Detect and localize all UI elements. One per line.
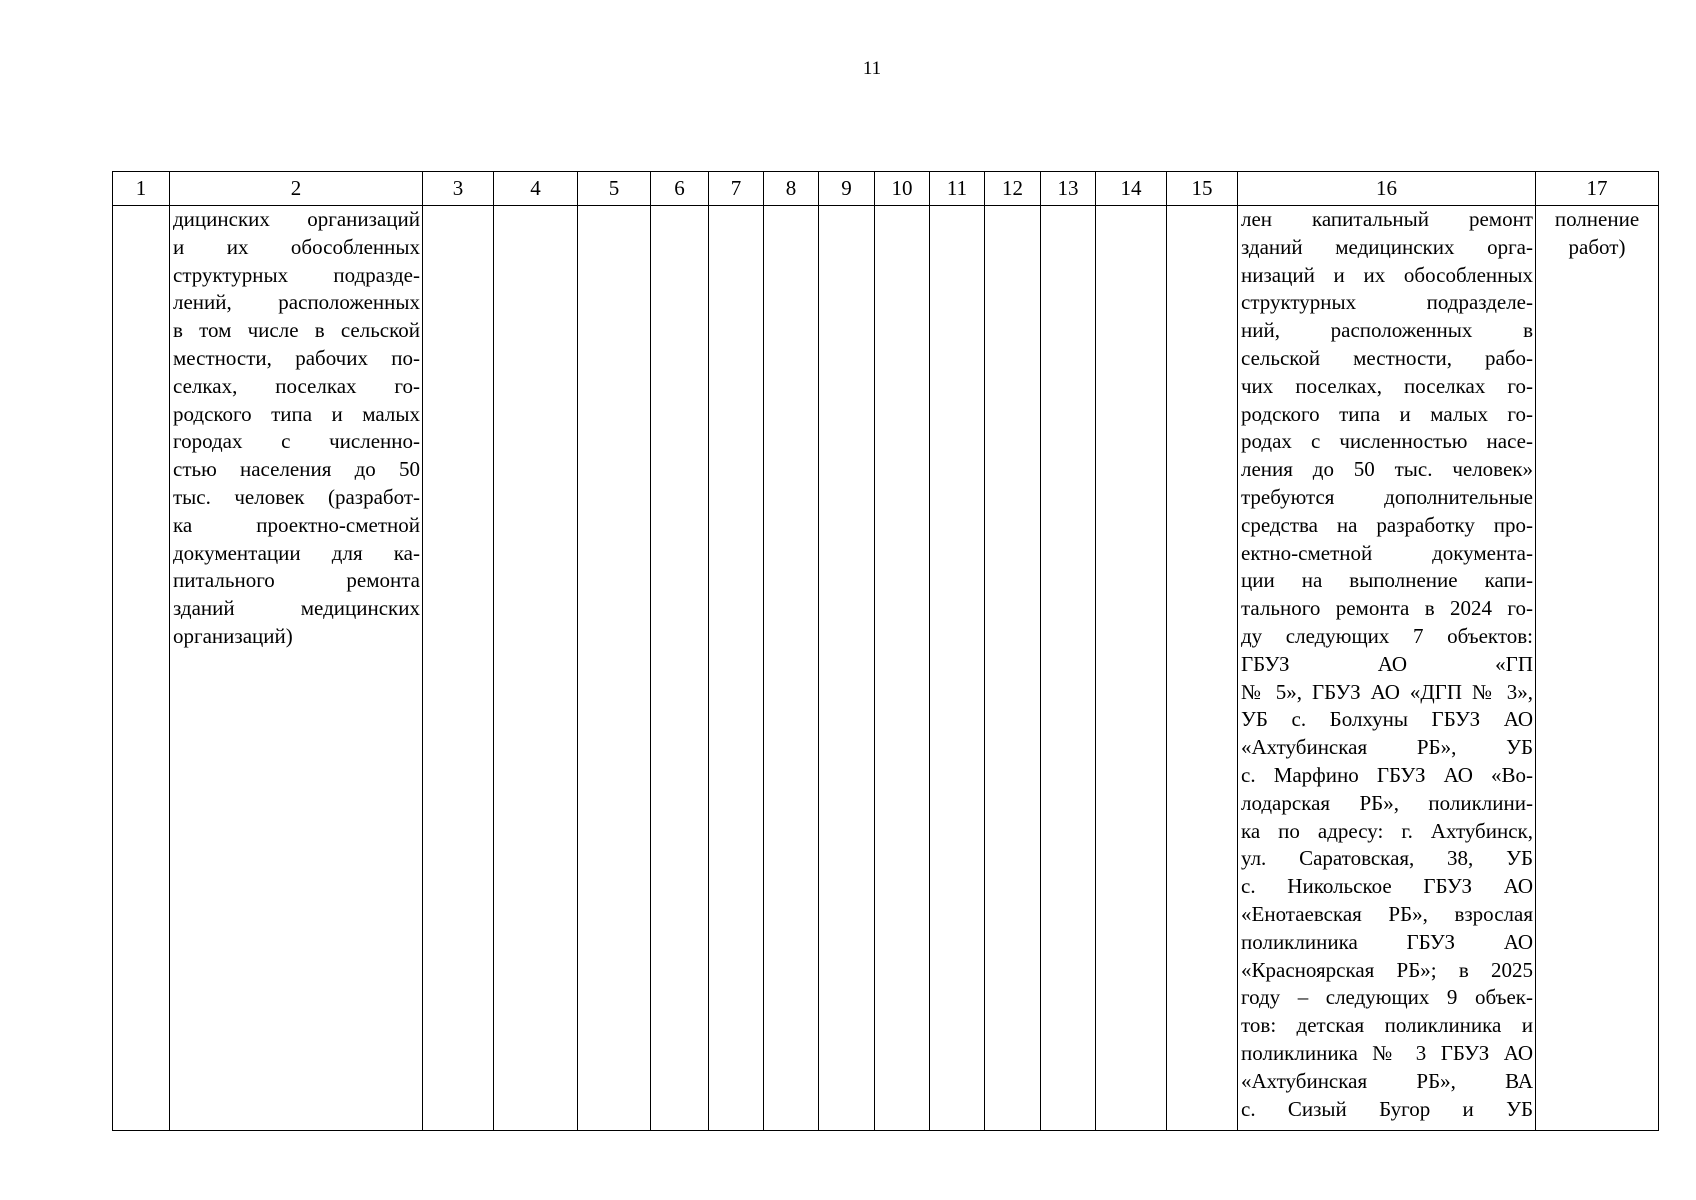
table-cell-col16 (1238, 206, 1536, 1131)
cell-text-line: ления до 50 тыс. человек» (1241, 457, 1533, 482)
cell-text-line: ул. Саратовская, 38, УБ (1241, 846, 1533, 871)
data-table (112, 171, 1659, 1131)
cell-text-line: лен капитальный ремонт (1241, 207, 1533, 231)
table-cell-col7 (709, 206, 764, 1131)
header-cell: 8 (764, 172, 819, 206)
cell-text-line: дицинских организаций (173, 207, 420, 231)
cell-text-line: «Ахтубинская РБ», УБ (1241, 735, 1533, 760)
cell-text-line: ка проектно-сметной (173, 512, 420, 537)
cell-text-line: ции на выполнение капи- (1241, 568, 1533, 593)
cell-text-line: ГБУЗ АО «ГП (1241, 651, 1533, 676)
cell-text-line: местности, рабочих по- (173, 345, 420, 370)
cell-text-line: питального ремонта (173, 568, 420, 593)
cell-text-line: с. Марфино ГБУЗ АО «Во- (1241, 762, 1533, 787)
table-cell-col11 (930, 206, 985, 1131)
cell-text-line: «Ахтубинская РБ», ВА (1241, 1068, 1533, 1093)
cell-text-line: структурных подразделе- (1241, 290, 1533, 315)
header-cell: 11 (930, 172, 985, 206)
cell-text-line: структурных подразде- (173, 262, 420, 287)
cell-text-line: зданий медицинских орга- (1241, 234, 1533, 259)
table-cell-col17 (1536, 206, 1659, 1131)
cell-text-line: селках, поселках го- (173, 373, 420, 398)
header-cell: 2 (170, 172, 423, 206)
cell-text-line: ний, расположенных в (1241, 318, 1533, 343)
cell-text-line: работ) (1568, 234, 1626, 259)
table-cell-col14 (1096, 206, 1167, 1131)
table-cell-col3 (423, 206, 494, 1131)
cell-text-line: полнение (1554, 207, 1640, 231)
page-number: 11 (862, 58, 882, 79)
cell-text-line: стью населения до 50 (173, 457, 420, 482)
cell-text-line: родах с численностью насе- (1241, 429, 1533, 454)
header-cell: 9 (819, 172, 875, 206)
table-cell-col12 (985, 206, 1041, 1131)
table-cell-col13 (1041, 206, 1096, 1131)
cell-text-line: УБ с. Болхуны ГБУЗ АО (1241, 707, 1533, 732)
table-cell-col15 (1167, 206, 1238, 1131)
cell-text-line: низаций и их обособленных (1241, 262, 1533, 287)
cell-text-line: требуются дополнительные (1241, 484, 1533, 509)
cell-text-line: городах с численно- (173, 429, 420, 454)
cell-text-line: в том числе в сельской (173, 318, 420, 343)
table-cell-col8 (764, 206, 819, 1131)
table-cell-col4 (494, 206, 578, 1131)
header-cell: 4 (494, 172, 578, 206)
cell-text-line: поликлиника № 3 ГБУЗ АО (1241, 1040, 1533, 1065)
table-cell-col1 (113, 206, 170, 1131)
table-cell-col6 (651, 206, 709, 1131)
header-cell: 13 (1041, 172, 1096, 206)
table-cell-col10 (875, 206, 930, 1131)
cell-text-line: зданий медицинских (173, 596, 420, 621)
cell-text-line: лений, расположенных (173, 290, 420, 315)
cell-text-line: «Красноярская РБ»; в 2025 (1241, 957, 1533, 982)
cell-text-line: лодарская РБ», поликлини- (1241, 790, 1533, 815)
cell-text-line: и их обособленных (173, 234, 420, 259)
header-cell: 1 (113, 172, 170, 206)
cell-text-line: ектно-сметной документа- (1241, 540, 1533, 565)
header-cell: 17 (1536, 172, 1659, 206)
cell-text-line: № 5», ГБУЗ АО «ДГП № 3», (1241, 679, 1533, 704)
table-cell-col2 (170, 206, 423, 1131)
cell-text-line: организаций) (173, 623, 293, 648)
cell-text-line: ка по адресу: г. Ахтубинск, (1241, 818, 1533, 843)
cell-text-line: сельской местности, рабо- (1241, 345, 1533, 370)
header-cell: 7 (709, 172, 764, 206)
cell-text-line: тыс. человек (разработ- (173, 484, 420, 509)
cell-text-line: чих поселках, поселках го- (1241, 373, 1533, 398)
cell-text-line: поликлиника ГБУЗ АО (1241, 929, 1533, 954)
cell-text-line: средства на разработку про- (1241, 512, 1533, 537)
header-cell: 3 (423, 172, 494, 206)
cell-text-line: году – следующих 9 объек- (1241, 985, 1533, 1010)
header-cell: 16 (1238, 172, 1536, 206)
cell-text-line: родского типа и малых го- (1241, 401, 1533, 426)
cell-text-line: с. Никольское ГБУЗ АО (1241, 874, 1533, 899)
header-cell: 10 (875, 172, 930, 206)
table-row (113, 206, 1659, 1131)
header-cell: 5 (578, 172, 651, 206)
cell-text-line: тов: детская поликлиника и (1241, 1013, 1533, 1038)
header-cell: 6 (651, 172, 709, 206)
cell-text-line: с. Сизый Бугор и УБ (1241, 1096, 1533, 1121)
cell-text-line: тального ремонта в 2024 го- (1241, 596, 1533, 621)
cell-text-line: «Енотаевская РБ», взрослая (1241, 901, 1533, 926)
header-cell: 15 (1167, 172, 1238, 206)
cell-text-line: родского типа и малых (173, 401, 420, 426)
cell-text-line: ду следующих 7 объектов: (1241, 623, 1533, 648)
table-cell-col9 (819, 206, 875, 1131)
header-cell: 14 (1096, 172, 1167, 206)
header-row (113, 172, 1659, 206)
header-cell: 12 (985, 172, 1041, 206)
table-cell-col5 (578, 206, 651, 1131)
cell-text-line: документации для ка- (173, 540, 420, 565)
